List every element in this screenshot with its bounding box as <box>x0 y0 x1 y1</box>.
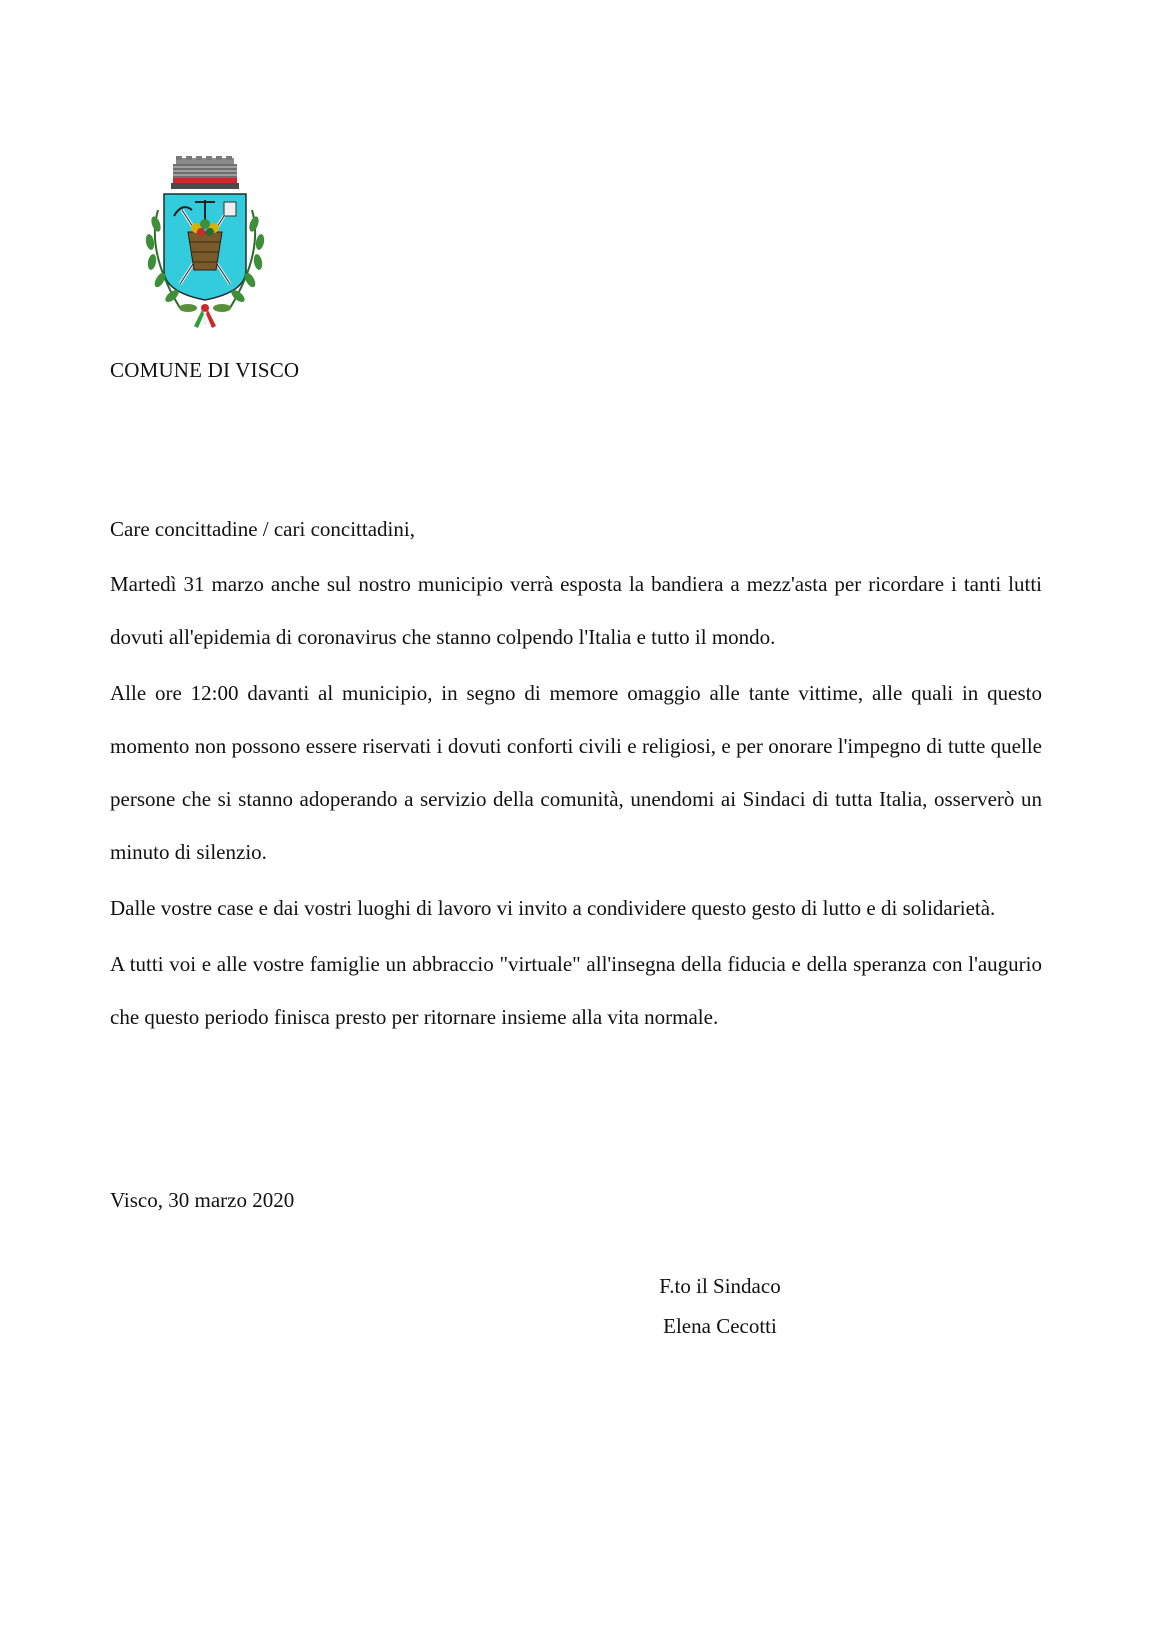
signature-name: Elena Cecotti <box>663 1314 777 1338</box>
letter-paragraph-greeting: A tutti voi e alle vostre famiglie un abbraccio "virtuale" all'insegna della fiducia e della speranza con l'augurio che questo periodo finisca presto per ritornare insieme alla vita normale. <box>110 952 1042 1029</box>
letter-salutation: Care concittadine / cari concittadini, <box>110 517 415 541</box>
signature-title: F.to il Sindaco <box>659 1274 781 1298</box>
letter-paragraph-flag: Martedì 31 marzo anche sul nostro municipio verrà esposta la bandiera a mezz'asta per ricordare i tanti lutti dovuti all'epidemia di coronavirus che stanno colpendo l'Italia e tutto il mondo. <box>110 572 1042 649</box>
letter-paragraph-invitation: Dalle vostre case e dai vostri luoghi di lavoro vi invito a condividere questo gesto di lutto e di solidarietà. <box>110 896 996 920</box>
municipal-coat-of-arms-icon <box>140 152 270 332</box>
ribbon-icon <box>194 304 216 328</box>
place-and-date: Visco, 30 marzo 2020 <box>110 1188 295 1212</box>
letter-paragraph-silence: Alle ore 12:00 davanti al municipio, in segno di memore omaggio alle tante vittime, alle quali in questo momento non possono essere riservati i dovuti conforti civili e religiosi, e per onorare l'impegno di tutte quelle persone che si stanno adoperando a servizio della comunità, unendomi ai Sindaci di tutta Italia, osserverò un minuto di silenzio. <box>110 681 1042 864</box>
letter-body <box>110 514 1042 1047</box>
signature-block <box>620 1266 820 1346</box>
shield-icon <box>164 194 246 300</box>
municipality-name: COMUNE DI VISCO <box>110 358 300 382</box>
crown-icon <box>171 156 239 189</box>
